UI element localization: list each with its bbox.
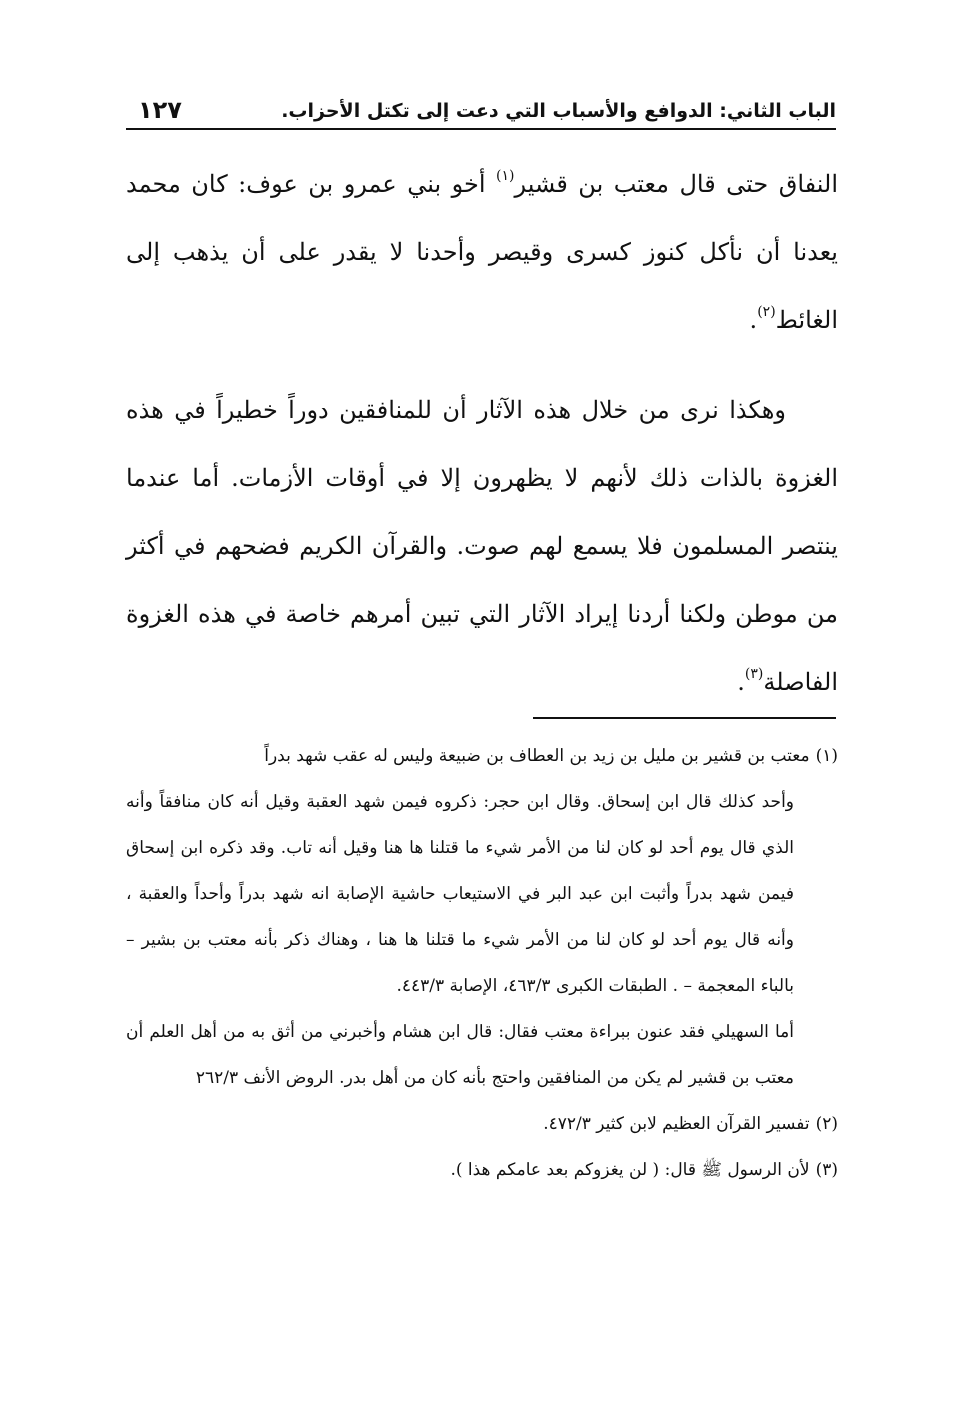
paragraph-1-text-a: النفاق حتى قال معتب بن قشير (514, 170, 838, 198)
footnote-1-first: معتب بن قشير بن مليل بن زيد بن العطاف بن ضبيعة وليس له عقب شهد بدراً (264, 746, 810, 766)
page-number: ١٢٧ (138, 96, 182, 124)
footnote-1-number: (١) (815, 746, 838, 766)
footnote-1-first-line (126, 733, 838, 779)
main-text (126, 150, 838, 716)
paragraph-2-text-b: . (737, 668, 745, 696)
footnote-ref-2: (٢) (757, 304, 776, 320)
footnote-ref-3: (٣) (744, 666, 764, 682)
footnote-1-body: وأحد كذلك قال ابن إسحاق. وقال ابن حجر: ذكروه فيمن شهد العقبة وقيل أنه كان منافقاً وأنه الذي قال يوم أحد لو كان لنا من الأمر شيء ما قتلنا ها هنا وقيل أنه تاب. وقد ذكره ابن إسحاق فيمن شهد بدراً وأثبت ابن عبد البر في الاستيعاب حاشية الإصابة انه شهد بدراً وأحداً والعقبة ، وأنه قال يوم أحد لو كان لنا من الأمر شيء ما قتلنا ها هنا ، وهناك ذكر بأنه معتب بن بشير – بالباء المعجمة – . الطبقات الكبرى ٤٦٣/٣، الإصابة ٤٤٣/٣. (126, 792, 794, 996)
footnote-3 (126, 1147, 838, 1193)
footnote-separator (533, 717, 836, 719)
footnotes (126, 733, 838, 1193)
paragraph-1-text-c: . (749, 306, 758, 334)
running-header (126, 96, 836, 130)
header-rule (126, 128, 836, 130)
paragraph-1 (126, 150, 838, 354)
footnote-2-text: تفسير القرآن العظيم لابن كثير ٤٧٢/٣. (543, 1114, 810, 1134)
footnote-2 (126, 1101, 838, 1147)
footnote-3-number: (٣) (815, 1160, 838, 1180)
footnote-2-number: (٢) (815, 1114, 838, 1134)
paragraph-1-text-b: أخو بني عمرو بن عوف: كان محمد يعدنا أن نأكل كنوز كسرى وقيصر وأحدنا لا يقدر على أن يذهب إلى الغائط (126, 170, 838, 334)
paragraph-2-text-a: وهكذا نرى من خلال هذه الآثار أن للمنافقين دوراً خطيراً في هذه الغزوة بالذات ذلك لأنهم لا يظهرون إلا في أوقات الأزمات. أما عندما ينتصر المسلمون فلا يسمع لهم صوت. والقرآن الكريم فضحهم في أكثر من موطن ولكنا أردنا إيراد الآثار التي تبين أمرهم خاصة في هذه الغزوة الفاصلة (126, 396, 838, 696)
footnote-1-extra: أما السهيلي فقد عنون ببراءة معتب فقال: قال ابن هشام وأخبرني من أثق به من أهل العلم أن معتب بن قشير لم يكن من المنافقين واحتج بأنه كان من أهل بدر. الروض الأنف ٢٦٢/٣ (126, 1022, 794, 1088)
footnote-3-text: لأن الرسول ﷺ قال: ( لن يغزوكم بعد عامكم هذا ). (450, 1160, 810, 1180)
paragraph-2 (126, 376, 838, 716)
footnote-ref-1: (١) (496, 168, 515, 184)
chapter-title: الباب الثاني: الدوافع والأسباب التي دعت إلى تكتل الأحزاب. (281, 100, 836, 122)
